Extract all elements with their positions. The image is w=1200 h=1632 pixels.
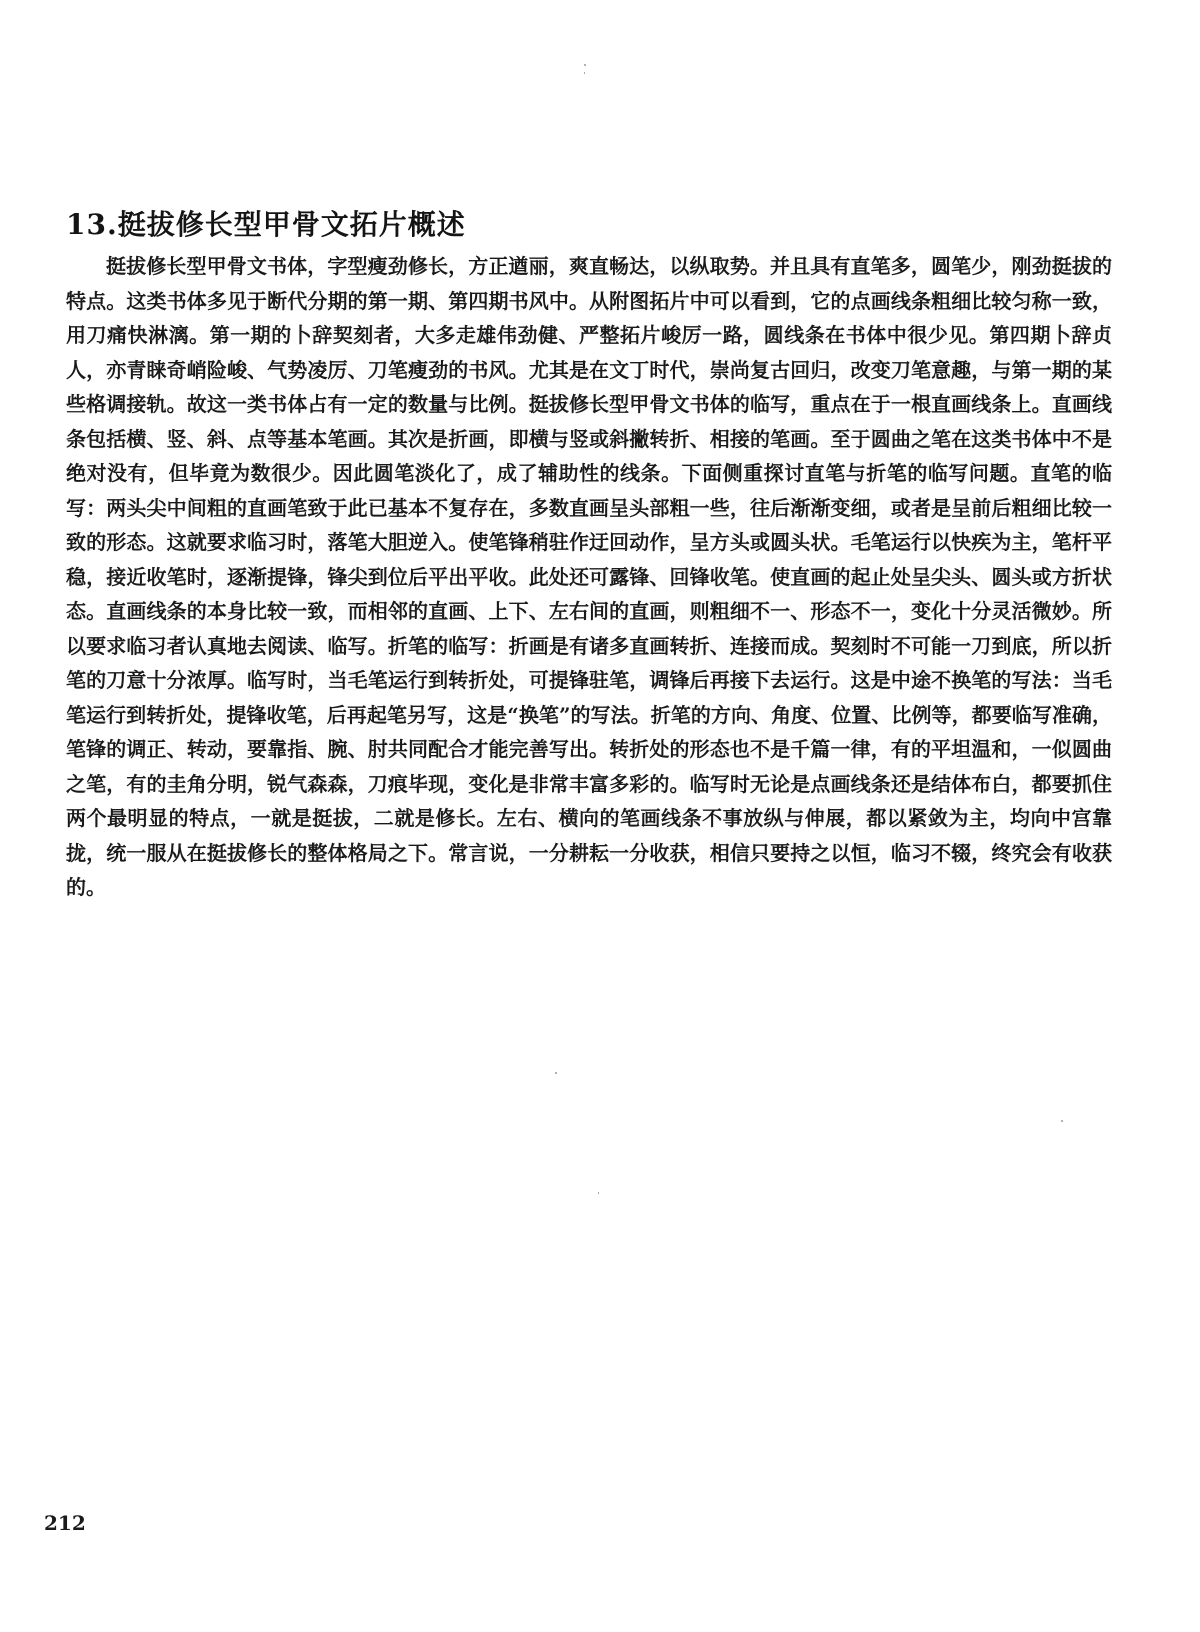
scan-speck-top [584, 64, 586, 66]
section-title: 13.挺拔修长型甲骨文拓片概述 [66, 208, 466, 241]
scan-speck-top-2 [584, 72, 585, 74]
scan-speck-middle [555, 1072, 557, 1074]
page-number: 212 [44, 1511, 86, 1535]
body-paragraph: 挺拔修长型甲骨文书体，字型瘦劲修长，方正遒丽，爽直畅达，以纵取势。并且具有直笔多，圆笔少，刚劲挺拔的特点。这类书体多见于断代分期的第一期、第四期书风中。从附图拓片中可以看到，它的点画线条粗细比较匀称一致，用刀痛快淋漓。第一期的卜辞契刻者，大多走雄伟劲健、严整拓片峻厉一路，圆线条在书体中很少见。第四期卜辞贞人，亦青睐奇峭险峻、气势凌厉、刀笔瘦劲的书风。尤其是在文丁时代，崇尚复古回归，改变刀笔意趣，与第一期的某些格调接轨。故这一类书体占有一定的数量与比例。挺拔修长型甲骨文书体的临写，重点在于一根直画线条上。直画线条包括横、竖、斜、点等基本笔画。其次是折画，即横与竖或斜撇转折、相接的笔画。至于圆曲之笔在这类书体中不是绝对没有，但毕竟为数很少。因此圆笔淡化了，成了辅助性的线条。下面侧重探讨直笔与折笔的临写问题。直笔的临写：两头尖中间粗的直画笔致于此已基本不复存在，多数直画呈头部粗一些，往后渐渐变细，或者是呈前后粗细比较一致的形态。这就要求临习时，落笔大胆逆入。使笔锋稍驻作迂回动作，呈方头或圆头状。毛笔运行以快疾为主，笔杆平稳，接近收笔时，逐渐提锋，锋尖到位后平出平收。此处还可露锋、回锋收笔。使直画的起止处呈尖头、圆头或方折状态。直画线条的本身比较一致，而相邻的直画、上下、左右间的直画，则粗细不一、形态不一，变化十分灵活微妙。所以要求临习者认真地去阅读、临写。折笔的临写：折画是有诸多直画转折、连接而成。契刻时不可能一刀到底，所以折笔的刀意十分浓厚。临写时，当毛笔运行到转折处，可提锋驻笔，调锋后再接下去运行。这是中途不换笔的写法：当毛笔运行到转折处，提锋收笔，后再起笔另写，这是“换笔”的写法。折笔的方向、角度、位置、比例等，都要临写准确，笔锋的调正、转动，要靠指、腕、肘共同配合才能完善写出。转折处的形态也不是千篇一律，有的平坦温和，一似圆曲之笔，有的圭角分明，锐气森森，刀痕毕现，变化是非常丰富多彩的。临写时无论是点画线条还是结体布白，都要抓住两个最明显的特点，一就是挺拔，二就是修长。左右、横向的笔画线条不事放纵与伸展，都以紧敛为主，均向中宫靠拢，统一服从在挺拔修长的整体格局之下。常言说，一分耕耘一分收获，相信只要持之以恒，临习不辍，终究会有收获的。 [66, 254, 1112, 899]
scan-speck-lower [598, 1192, 599, 1194]
scan-speck-right [1061, 1120, 1063, 1122]
